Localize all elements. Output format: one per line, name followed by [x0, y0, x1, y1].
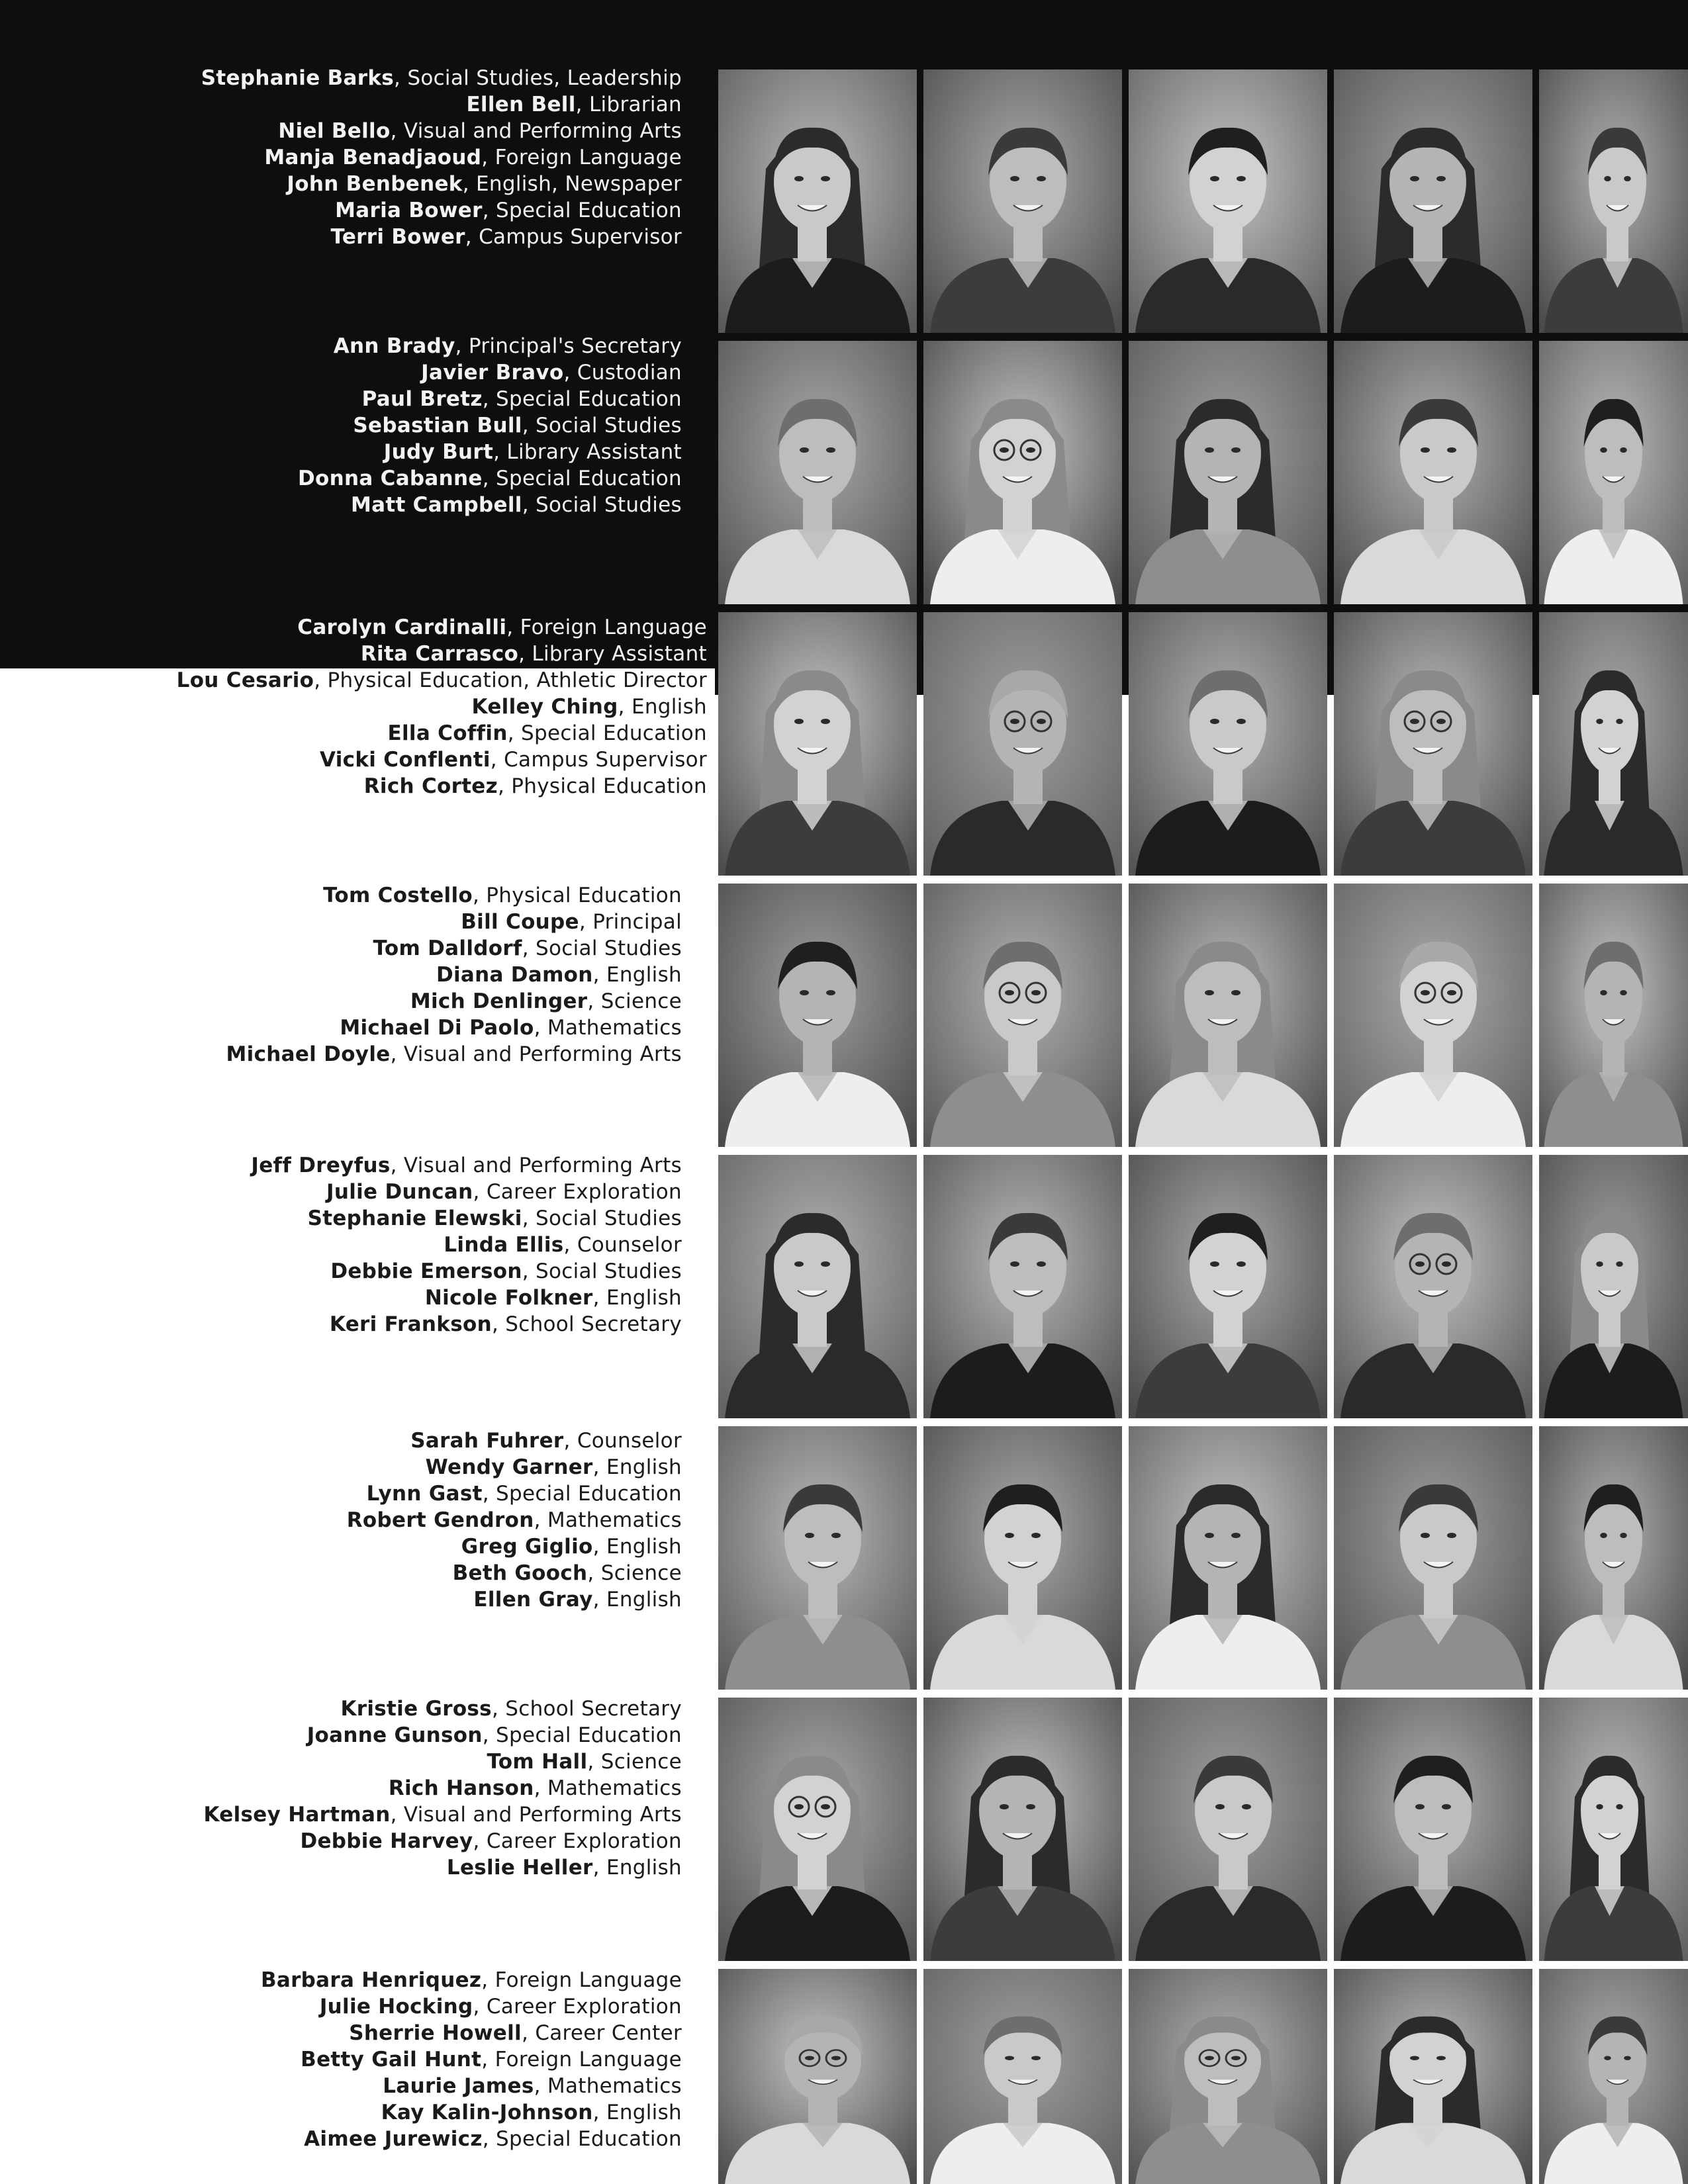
staff-name: Vicki Conflenti — [320, 748, 491, 772]
staff-caption-line — [0, 1854, 682, 1881]
staff-name: Betty Gail Hunt — [301, 2048, 482, 2071]
staff-caption-line — [0, 439, 682, 465]
separator: , — [579, 910, 593, 934]
staff-caption-line — [0, 1015, 682, 1041]
staff-portrait-photo — [1539, 1969, 1688, 2184]
staff-caption-block — [0, 1152, 682, 1338]
staff-caption-line — [0, 909, 682, 935]
staff-name: Nicole Folkner — [424, 1286, 593, 1310]
staff-department: Counselor — [577, 1429, 682, 1453]
staff-department: Physical Education — [486, 884, 682, 907]
separator: , — [491, 1697, 506, 1721]
staff-portrait-photo — [1539, 1426, 1688, 1690]
staff-name: Manja Benadjaoud — [264, 146, 482, 169]
separator: , — [522, 414, 536, 437]
staff-department: Physical Education, Athletic Director — [327, 668, 707, 692]
separator: , — [534, 1776, 547, 1800]
separator: , — [592, 1856, 606, 1880]
separator: , — [465, 225, 479, 249]
staff-department: Foreign Language — [494, 2048, 682, 2071]
staff-name: Kelley Ching — [471, 695, 618, 719]
staff-name: Javier Bravo — [421, 361, 564, 385]
staff-portrait-photo — [718, 1155, 917, 1418]
staff-caption-line — [0, 1722, 682, 1749]
separator: , — [482, 467, 496, 490]
staff-name: Aimee Jurewicz — [304, 2127, 483, 2151]
separator: , — [563, 361, 577, 385]
staff-caption-line — [25, 694, 707, 720]
staff-name: Bill Coupe — [461, 910, 579, 934]
staff-caption-block — [0, 333, 682, 518]
staff-name: Rich Cortez — [363, 774, 498, 798]
staff-caption-line — [25, 667, 707, 694]
staff-portrait-photo — [1334, 1698, 1532, 1961]
staff-caption-line — [0, 91, 682, 118]
staff-department: Science — [600, 1561, 682, 1585]
staff-department: Principal's Secretary — [468, 334, 682, 358]
separator: , — [390, 1154, 404, 1177]
staff-portrait-photo — [1334, 341, 1532, 604]
staff-department: Special Education — [496, 1723, 682, 1747]
separator: , — [522, 2021, 536, 2045]
staff-department: Physical Education — [511, 774, 707, 798]
staff-name: Stephanie Barks — [201, 66, 395, 90]
staff-caption-line — [0, 1507, 682, 1533]
staff-caption-line — [25, 747, 707, 773]
staff-caption-line — [25, 773, 707, 799]
staff-caption-line — [0, 1533, 682, 1560]
staff-portrait-photo — [1334, 884, 1532, 1147]
staff-portrait-photo — [718, 1969, 917, 2184]
separator: , — [473, 1995, 487, 2019]
separator: , — [481, 1968, 495, 1992]
staff-department: English — [606, 1535, 682, 1559]
separator: , — [522, 1259, 536, 1283]
separator: , — [592, 963, 606, 987]
separator: , — [482, 1482, 496, 1506]
staff-department: Special Education — [496, 1482, 682, 1506]
separator: , — [534, 1508, 547, 1532]
staff-portrait-photo — [1334, 1969, 1532, 2184]
separator: , — [482, 2127, 496, 2151]
staff-portrait-photo — [1539, 884, 1688, 1147]
staff-caption-line — [0, 1041, 682, 1068]
staff-caption-line — [25, 720, 707, 747]
staff-name: Julie Duncan — [326, 1180, 473, 1204]
staff-caption-line — [0, 1285, 682, 1311]
staff-name: Joanne Gunson — [306, 1723, 483, 1747]
staff-portrait-photo — [1129, 1698, 1327, 1961]
staff-name: Terri Bower — [330, 225, 465, 249]
staff-caption-line — [0, 1258, 682, 1285]
staff-caption-line — [0, 1775, 682, 1801]
separator: , — [587, 989, 601, 1013]
staff-name: Michael Di Paolo — [340, 1016, 534, 1040]
staff-name: Tom Dalldorf — [373, 936, 522, 960]
staff-portrait-photo — [1129, 341, 1327, 604]
staff-portrait-photo — [1539, 612, 1688, 876]
staff-caption-line — [0, 171, 682, 197]
separator: , — [497, 774, 512, 798]
staff-caption-line — [0, 333, 682, 359]
separator: , — [592, 1455, 606, 1479]
staff-department: Science — [600, 1750, 682, 1774]
staff-caption-line — [0, 1179, 682, 1205]
staff-name: Lynn Gast — [366, 1482, 483, 1506]
staff-caption-block — [25, 614, 707, 799]
staff-portrait-photo — [718, 69, 917, 333]
staff-caption-line — [0, 465, 682, 492]
staff-caption-line — [0, 1967, 682, 1993]
staff-caption-line — [0, 1993, 682, 2020]
separator: , — [575, 93, 589, 116]
staff-portrait-photo — [1129, 1155, 1327, 1418]
staff-portrait-photo — [1334, 69, 1532, 333]
staff-caption-line — [25, 614, 707, 641]
staff-caption-line — [0, 1696, 682, 1722]
staff-caption-line — [0, 1586, 682, 1613]
staff-department: Special Education — [496, 2127, 682, 2151]
staff-department: English, Newspaper — [476, 172, 682, 196]
staff-name: Wendy Garner — [425, 1455, 593, 1479]
staff-department: Special Education — [496, 387, 682, 411]
staff-department: Mathematics — [547, 1016, 682, 1040]
separator: , — [390, 1803, 404, 1827]
staff-name: Sebastian Bull — [353, 414, 522, 437]
staff-department: Visual and Performing Arts — [403, 1803, 682, 1827]
staff-caption-line — [0, 197, 682, 224]
staff-name: Debbie Harvey — [300, 1829, 473, 1853]
separator: , — [455, 334, 469, 358]
staff-department: Custodian — [577, 361, 682, 385]
staff-department: English — [606, 2101, 682, 2124]
staff-department: Library Assistant — [506, 440, 682, 464]
staff-caption-block — [0, 65, 682, 250]
staff-department: Career Center — [535, 2021, 682, 2045]
staff-caption-line — [0, 2099, 682, 2126]
staff-name: Ellen Bell — [466, 93, 576, 116]
separator: , — [390, 1042, 404, 1066]
separator: , — [491, 1312, 506, 1336]
staff-caption-line — [0, 65, 682, 91]
staff-department: Foreign Language — [494, 146, 682, 169]
separator: , — [592, 2101, 606, 2124]
staff-name: John Benbenek — [287, 172, 463, 196]
separator: , — [534, 1016, 547, 1040]
separator: , — [522, 1206, 536, 1230]
staff-name: Sherrie Howell — [349, 2021, 522, 2045]
staff-caption-line — [0, 386, 682, 412]
staff-department: Special Education — [521, 721, 707, 745]
staff-caption-line — [0, 492, 682, 518]
staff-caption-line — [0, 1428, 682, 1454]
staff-name: Beth Gooch — [452, 1561, 588, 1585]
separator: , — [563, 1233, 577, 1257]
staff-department: Librarian — [588, 93, 682, 116]
staff-caption-line — [0, 1232, 682, 1258]
staff-department: Principal — [592, 910, 682, 934]
staff-name: Robert Gendron — [346, 1508, 534, 1532]
staff-name: Ellen Gray — [473, 1588, 593, 1612]
staff-caption-line — [0, 144, 682, 171]
staff-name: Niel Bello — [278, 119, 391, 143]
staff-name: Julie Hocking — [319, 1995, 473, 2019]
separator: , — [522, 493, 536, 517]
staff-name: Mich Denlinger — [410, 989, 588, 1013]
staff-department: Mathematics — [547, 1508, 682, 1532]
staff-name: Rita Carrasco — [360, 642, 519, 666]
staff-department: English — [606, 1455, 682, 1479]
staff-portrait-photo — [923, 69, 1122, 333]
staff-portrait-photo — [1539, 69, 1688, 333]
staff-name: Debbie Emerson — [330, 1259, 522, 1283]
staff-department: English — [631, 695, 707, 719]
staff-name: Judy Burt — [383, 440, 494, 464]
staff-portrait-photo — [1334, 1155, 1532, 1418]
staff-name: Ann Brady — [333, 334, 455, 358]
staff-portrait-photo — [923, 884, 1122, 1147]
staff-portrait-photo — [1334, 1426, 1532, 1690]
staff-name: Maria Bower — [335, 199, 483, 222]
separator: , — [493, 440, 507, 464]
staff-portrait-photo — [923, 341, 1122, 604]
separator: , — [522, 936, 536, 960]
staff-caption-block — [0, 1428, 682, 1613]
staff-department: English — [606, 1856, 682, 1880]
separator: , — [506, 615, 520, 639]
staff-department: Career Exploration — [486, 1180, 682, 1204]
separator: , — [618, 695, 632, 719]
staff-portrait-photo — [923, 612, 1122, 876]
staff-name: Carolyn Cardinalli — [297, 615, 507, 639]
staff-department: Mathematics — [547, 2074, 682, 2098]
staff-name: Greg Giglio — [461, 1535, 593, 1559]
separator: , — [482, 199, 496, 222]
staff-caption-line — [0, 2020, 682, 2046]
separator: , — [314, 668, 328, 692]
staff-portrait-photo — [1129, 1969, 1327, 2184]
staff-portrait-photo — [1129, 884, 1327, 1147]
separator: , — [507, 721, 522, 745]
staff-caption-line — [0, 1560, 682, 1586]
staff-caption-block — [0, 1696, 682, 1881]
staff-portrait-photo — [1129, 612, 1327, 876]
staff-department: Social Studies — [536, 1259, 682, 1283]
separator: , — [592, 1588, 606, 1612]
staff-department: School Secretary — [505, 1697, 682, 1721]
staff-portrait-photo — [718, 884, 917, 1147]
staff-department: Social Studies — [536, 414, 682, 437]
staff-caption-line — [0, 2046, 682, 2073]
staff-caption-line — [0, 882, 682, 909]
staff-caption-line — [0, 935, 682, 962]
staff-caption-line — [0, 1152, 682, 1179]
staff-name: Stephanie Elewski — [307, 1206, 522, 1230]
staff-portrait-photo — [718, 612, 917, 876]
staff-department: English — [606, 1286, 682, 1310]
staff-portrait-photo — [718, 1698, 917, 1961]
staff-department: Social Studies, Leadership — [407, 66, 682, 90]
separator: , — [473, 1829, 487, 1853]
staff-caption-line — [0, 359, 682, 386]
separator: , — [592, 1535, 606, 1559]
staff-name: Rich Hanson — [388, 1776, 534, 1800]
staff-name: Matt Campbell — [350, 493, 522, 517]
staff-name: Laurie James — [383, 2074, 534, 2098]
separator: , — [587, 1750, 601, 1774]
staff-portrait-photo — [923, 1969, 1122, 2184]
staff-department: Special Education — [496, 199, 682, 222]
staff-caption-line — [0, 118, 682, 144]
staff-name: Jeff Dreyfus — [251, 1154, 391, 1177]
staff-name: Diana Damon — [436, 963, 593, 987]
staff-name: Donna Cabanne — [297, 467, 483, 490]
staff-caption-line — [0, 988, 682, 1015]
staff-name: Michael Doyle — [226, 1042, 391, 1066]
staff-caption-line — [0, 2126, 682, 2152]
staff-portrait-photo — [1129, 1426, 1327, 1690]
staff-portrait-photo — [1539, 341, 1688, 604]
staff-department: Visual and Performing Arts — [403, 119, 682, 143]
staff-caption-line — [0, 1801, 682, 1828]
staff-caption-line — [0, 1480, 682, 1507]
separator: , — [462, 172, 477, 196]
staff-department: School Secretary — [505, 1312, 682, 1336]
staff-department: Counselor — [577, 1233, 682, 1257]
staff-caption-line — [0, 962, 682, 988]
staff-department: Social Studies — [536, 936, 682, 960]
staff-name: Tom Hall — [487, 1750, 588, 1774]
separator: , — [592, 1286, 606, 1310]
staff-name: Kelsey Hartman — [203, 1803, 391, 1827]
staff-department: Campus Supervisor — [504, 748, 707, 772]
separator: , — [390, 119, 404, 143]
staff-name: Sarah Fuhrer — [410, 1429, 564, 1453]
staff-portrait-photo — [1334, 612, 1532, 876]
separator: , — [472, 884, 487, 907]
staff-name: Lou Cesario — [176, 668, 314, 692]
staff-caption-line — [25, 641, 707, 667]
staff-department: Special Education — [496, 467, 682, 490]
staff-name: Ella Coffin — [387, 721, 508, 745]
staff-name: Leslie Heller — [446, 1856, 593, 1880]
staff-portrait-photo — [718, 1426, 917, 1690]
staff-name: Barbara Henriquez — [260, 1968, 482, 1992]
staff-department: Visual and Performing Arts — [403, 1154, 682, 1177]
staff-caption-line — [0, 1749, 682, 1775]
staff-department: Science — [600, 989, 682, 1013]
staff-department: Career Exploration — [486, 1995, 682, 2019]
staff-portrait-photo — [923, 1155, 1122, 1418]
staff-name: Kay Kalin-Johnson — [381, 2101, 593, 2124]
staff-portrait-photo — [923, 1698, 1122, 1961]
staff-caption-line — [0, 1311, 682, 1338]
staff-name: Kristie Gross — [340, 1697, 492, 1721]
staff-portrait-photo — [718, 341, 917, 604]
staff-caption-line — [0, 224, 682, 250]
staff-caption-block — [0, 1967, 682, 2152]
separator: , — [490, 748, 504, 772]
staff-department: Foreign Language — [520, 615, 707, 639]
separator: , — [563, 1429, 577, 1453]
staff-caption-line — [0, 1205, 682, 1232]
staff-caption-line — [0, 2073, 682, 2099]
staff-department: Foreign Language — [494, 1968, 682, 1992]
staff-portrait-photo — [1129, 69, 1327, 333]
staff-caption-block — [0, 882, 682, 1068]
staff-portrait-photo — [1539, 1155, 1688, 1418]
staff-department: Social Studies — [536, 1206, 682, 1230]
separator: , — [587, 1561, 601, 1585]
separator: , — [473, 1180, 487, 1204]
staff-caption-line — [0, 1454, 682, 1480]
separator: , — [394, 66, 408, 90]
staff-caption-line — [0, 412, 682, 439]
staff-department: Campus Supervisor — [479, 225, 682, 249]
separator: , — [482, 387, 496, 411]
separator: , — [481, 2048, 495, 2071]
separator: , — [518, 642, 532, 666]
staff-name: Paul Bretz — [361, 387, 483, 411]
staff-name: Tom Costello — [323, 884, 473, 907]
separator: , — [481, 146, 495, 169]
staff-department: Career Exploration — [486, 1829, 682, 1853]
staff-name: Keri Frankson — [329, 1312, 492, 1336]
staff-department: English — [606, 963, 682, 987]
staff-department: Visual and Performing Arts — [403, 1042, 682, 1066]
staff-department: English — [606, 1588, 682, 1612]
separator: , — [534, 2074, 547, 2098]
staff-portrait-photo — [1539, 1698, 1688, 1961]
staff-department: Library Assistant — [532, 642, 707, 666]
separator: , — [482, 1723, 496, 1747]
staff-caption-line — [0, 1828, 682, 1854]
staff-portrait-photo — [923, 1426, 1122, 1690]
staff-department: Mathematics — [547, 1776, 682, 1800]
staff-name: Linda Ellis — [444, 1233, 564, 1257]
staff-department: Social Studies — [536, 493, 682, 517]
